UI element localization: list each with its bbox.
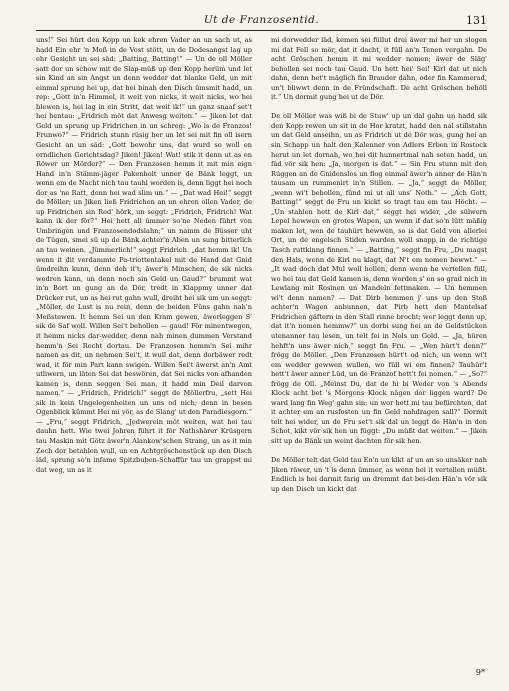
header-rule [36, 30, 487, 31]
left-column-text: uns!“ Sei hürt den Kopp un kek ehren Vader an un sach ut, as hadd Ein ehr 'n Meß in de Vost stött, un de Dodesangst lag up ehr Gesicht un sei säd: „Batting, Batting!“ — Un de oll Möller satt dor un schow mit de Slap-müß up den Kopp herüm und let sin Kind an sin Angst un denn wedder dat blanke Geld, un mit einmal sprung hei up, dat hei binah den Disch ümsmit hadd, un rep: „Gott in'n Himmel, it weit von nicks, it weit nicks, wo hei blewen is, hei lag in ein Stritt, dat weit ik!“ un ganz snaaf set't hei hentau: „Fridrich möt dat Anwesg weiten.“ — Jiken let dat Geld un sprung up Fridrichen in un schreg: „Wo is de Franzos! Frunwo?“ — Fridrich stunn rüsig her un let sei mit fin oll isern Gesicht an un säd: „Gott bewohr uns, dat wurd so woll en orndlichen Gerichtsdag? Jiken! Jiken! Wat! stik it denn ut as en Röwer un Mörder?“ — Den Franzosen hemm it mit min eign Hand in'n Stämm-jäger Pakenholt unner de Bänk leggt, un wenn em de Nacht nich tau tauhl worden is, denn liggt hei noch dor as 'ne Ratt, denn hei wad slim un.“ — „Dat wad Hei!“ seggt de Möller; un Jiken ließ Fridrichen an un ehren ollen Vader, de up Fridrichen sin Red' hörk, un seggt: „Fridrich, Fridrich! Wat kann ik der för?“ Hei hett all ümmer so'ne Neden führt von Umbringen und Franzosendodslahn;“ un namm de Büsser uht de Tügen, smei sü up de Bänk achter'n Aben un sung bitterlich an tau weinen. „Jümmerlich!“ seggt Fridrich. „dat hemm ik! Un wenn it dit verdammte Pa-triottentakel mit de Hand dat Gnid ümdreihn kunn, denn deh it't; äwer'n Minschen, de sik nicks wedren kann, un denn noch sin Geld un Gaud?“ brummt wat in'n Bort un gung an de Dör, tredt in Klappmy unner dat Drücker rut, un as hei rut gahn wull, dreiht hei sik um un seggt: „Möller, de Lust is nu rein, denn de beiden Füns gahn nah'n Meßstewen. It hemm Sei un den Kram gewen, äwerleggen S' sik de Saf woll. Willen Sei't behollen — gaud! För minentwegen, it hemm nicks dar-wedder, denn nah minen dummen Verstand hemm'n Sei Recht dortau. De Franzosen hemm'n Sei mihr namen as dit, un nehmen Sei't, it wull dat, denn dorbäwer redt wad, it för min Part kann swigen. Willen Sei't äwerst an'n Amt utliwern, un läten Sei dat beswören, dat Sei nicks von afhanden kamen is, denn seggen Sei man, it hadd min Deil darvon namen.“ — „Fridrich, Fridrich!“ seggt de Möllerfru, „sett Hei sik in kein Ungelegenheiten un uns od nich; denn in besen Ogenblick kümmt Hei mi vör, as de Slang' ut den Paradiesgorn.“ — „Fru,“ seggt Fridrich, „Jedwerein möt weiten, wat hei tau dauhn hett. Wie twei Johren führt it för Nathshärer Krüsgern tau Maskin mit Götz äwer'n Alankow'schen Strang, un as it min Zech dor betahlen wull, un en Achtgröschenstück up den Disch läd, sprung so'n infame Spitzbuben-Schaffür tau un grappst mi dat weg, un as it [36, 36, 252, 474]
left-column [36, 36, 252, 664]
signature-mark: 9* [475, 668, 485, 677]
page-number: 131 [466, 14, 487, 27]
right-column-text: mi dorwedder läd, kemen sei füllut drei äwer mi her un slogen mi dat Fell so mör, dat it dacht, it füll an'n Tenen vergahn. De acht Gröschen hemm it mi wedder nomen; äwer de Släg' behollen sei noch tau Gaud. Un hett hei' Sei! Kirl dat ut nich dahn, denn het't mäglich fin Brauder dahn, oder fin Kammerad, un't bliwwt denn in de Fründschaft. De acht Gröschen behöll it.“ Un dormit gung hei ut de Dör. De oll Möller was wiß bi de Stuw' up un dal gahn un hadd sik den Kopp rewen un sit in de Hor kratzt, hadd den nal stillstahn un dat Geld anseihn, un as Fridrich ut de Dör was, gung hei an sin Schapp un halt den Kalenner von Adlers Erben in Rostock herut un let dornah, wo hei dit hunnertmal nah seten hadd, un fäd vör sik hen: „Ja, morgen is dat.“ — Sin Fru stunn mit den Rüggen an de Gnidenslos un flog einmal äwer'n anner de Hän'n tausam un rummenirt in'n Stillen. — „Ja,“ seggt de Möller, „wenn wi't behollen, fünd mi ut all uns' Noth.“ — „Ach Gott, Batting!“ seggt de Fru un kickt so tragt tau em tau Höcht. — „Un stahlen hett de Kirl dat,“ seggt hei wider, „de sülwern Lepel hewwen en grotes Wapen, un wenn if dat so'n lütt mäßig maken let, wen de tauhürt hewwen, so is dat Geld von allerlei Ort, un de engelsch Stiden warden woll snapp in de richtige Tasch ruttkinng finnen.“ — „Batting,“ seggt fin Fru, „Du magst den Hals, wenn de Kirl nu klagt, dat N't em nomen hewwt.“ — „It wad doch dat Mul woll hollen, denn wenn he vertellen füll, wo hei tau dat Geld kamen is, denn worden s' en so grad nich in Lewlang mit Rosinen un Mandeln fettmaken. — Un hemmen wi't denn namen? — Dat Dirb hemmen j' uns up den Stoß achter'n Wagen anbunnen, dat Pirb hett den Mantelsaf Fridrichen gäftern in den Stall rinne brocht; wer leggt denn up, dat it'n nomen hemmw?“ un dorbi sung hei an de Geldstücken utenanner tau lesen, un telt fei in Nols un Gold. — „Ja, hüren hehft'n uns äwer nich,“ seggt fin Fru. — „Wen hürt't denn?“ frögg de Möller. „Den Franzosen hürt't od nich, un wenn wi't em wedder gewwen wullen, wo füll wi em finnen? Tauhür't hett't äwer anner Lüd, un de Franzof hett't fei nomen.“ — „So?“ frögg de Oll. „Meinst Du, dat de hi bi Weder von 's Abends Klock acht bet 's Morgens Klock nägen dor liggen ward? De ward lang fin Weg' gahn sin; un wor hett mi tau befürchten, dat it achter em an rusfosten un fin Geld nahdragen sall?“ Dormit telt hei wider, un de Fru set't sik dal un leggt de Hän'n in den Schot, kikt vör sik hen un függt: „Du müßt dat weiten.“ — Jiken sitt up de Bänk un weint dachten för sik hen. De Möller telt dat Geld tau En'n un kikt af un an so unsäker nah Jiken räwer, un 't is denn ümmer, as wenn hei it vertellen müßt. Endlich is hei darmit farig un dremmt dat bei-den Hän'n vör sik up den Disch un kickt dat [271, 36, 487, 493]
right-column [271, 36, 487, 664]
running-title: Ut de Franzosentid. [203, 14, 320, 26]
page-header [36, 14, 487, 30]
